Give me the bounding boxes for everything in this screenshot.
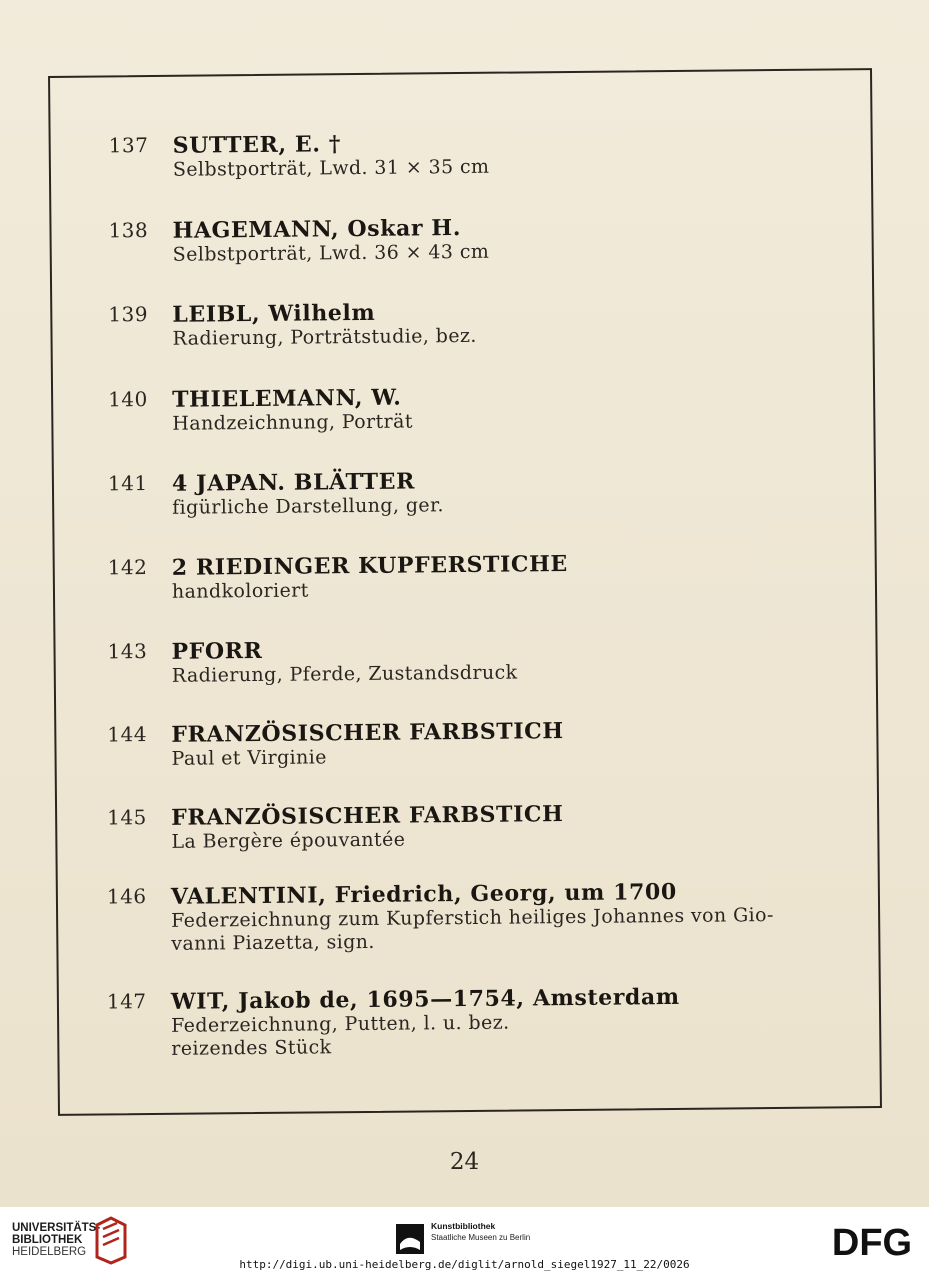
catalog-entry-139	[108, 295, 868, 350]
lot-title: WIT, Jakob de, 1695—1754, Amsterdam	[170, 983, 680, 1015]
university-library-logo[interactable]	[12, 1222, 100, 1258]
lot-description: Handzeichnung, Porträt	[172, 410, 413, 435]
digitization-footer	[0, 1207, 929, 1273]
lot-title: PFORR	[171, 637, 263, 665]
catalog-entry-143	[107, 632, 867, 687]
dfg-logo-icon[interactable]	[826, 1219, 918, 1263]
catalog-entry-147	[106, 982, 867, 1060]
catalog-entry-138	[108, 211, 868, 266]
description-line: Federzeichnung, Putten, l. u. bez.	[171, 1011, 510, 1037]
lot-title: THIELEMANN, W.	[172, 384, 402, 413]
lot-description: figürliche Darstellung, ger.	[172, 494, 444, 519]
kunstbibliothek-subtitle: Staatliche Museen zu Berlin	[431, 1233, 531, 1242]
university-name-line: BIBLIOTHEK	[12, 1234, 83, 1246]
lot-description: Selbstporträt, Lwd. 31 × 35 cm	[172, 155, 490, 181]
lot-description: La Bergère épouvantée	[171, 828, 406, 853]
eagle-icon	[396, 1224, 424, 1254]
catalog-entry-142	[107, 548, 868, 603]
description-line: reizendes Stück	[171, 1036, 332, 1060]
description-line: Federzeichnung zum Kupferstich heiliges Johannes von Gio-	[171, 904, 774, 932]
lot-number: 142	[107, 555, 148, 580]
lot-description: Selbstporträt, Lwd. 36 × 43 cm	[172, 240, 490, 266]
catalog-entry-145	[107, 798, 867, 853]
lot-title: FRANZÖSISCHER FARBSTICH	[171, 718, 564, 748]
lot-title: 2 RIEDINGER KUPFERSTICHE	[171, 551, 568, 581]
lot-description: Radierung, Pferde, Zustandsdruck	[171, 661, 518, 687]
catalog-entry-137	[108, 126, 869, 181]
page-frame	[48, 68, 882, 1116]
kunstbibliothek-title: Kunstbibliothek	[431, 1221, 496, 1231]
lot-number: 138	[108, 218, 149, 243]
source-url[interactable]: http://digi.ub.uni-heidelberg.de/diglit/arnold_siegel1927_11_22/0026	[239, 1258, 690, 1271]
lot-number: 144	[107, 722, 148, 747]
dfg-logo-text: DFG	[831, 1222, 913, 1263]
lot-description: Radierung, Porträtstudie, bez.	[172, 324, 477, 350]
lot-description: handkoloriert	[171, 579, 309, 603]
university-name-line: UNIVERSITÄTS-	[12, 1222, 101, 1234]
lot-number: 147	[106, 989, 147, 1014]
lot-number: 141	[107, 471, 148, 496]
lot-number: 139	[108, 302, 149, 327]
catalog-entry-144	[107, 715, 867, 770]
catalog-entry-140	[108, 380, 868, 435]
lot-title: LEIBL, Wilhelm	[172, 299, 376, 328]
lot-description: Paul et Virginie	[171, 746, 327, 770]
lot-title: FRANZÖSISCHER FARBSTICH	[171, 801, 564, 831]
lot-title: SUTTER, E. †	[172, 131, 342, 159]
description-line: vanni Piazetta, sign.	[171, 930, 375, 955]
catalog-entry-146	[106, 877, 867, 955]
lot-number: 143	[107, 639, 148, 664]
lot-description	[171, 904, 774, 956]
lot-number: 137	[108, 133, 149, 158]
lot-description	[171, 1012, 510, 1061]
university-name-line: HEIDELBERG	[12, 1246, 87, 1258]
lot-title: VALENTINI, Friedrich, Georg, um 1700	[170, 878, 677, 910]
lot-number: 145	[107, 805, 147, 830]
page-number: 24	[449, 1149, 480, 1175]
lot-title: HAGEMANN, Oskar H.	[172, 215, 462, 244]
lot-title: 4 JAPAN. BLÄTTER	[171, 468, 416, 497]
catalog-entry-141	[107, 464, 868, 519]
lot-number: 140	[108, 387, 148, 412]
lot-number: 146	[106, 884, 147, 909]
